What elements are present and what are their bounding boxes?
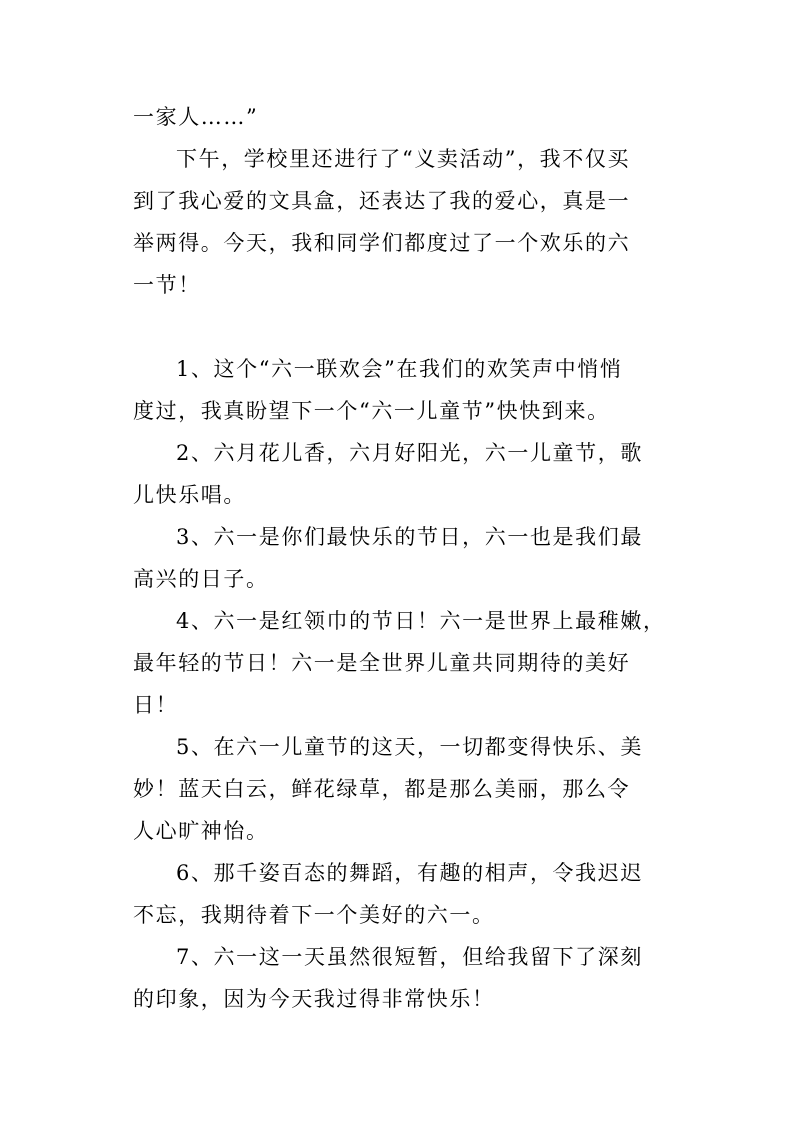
list-item-line: 度过，我真盼望下一个“六一儿童节”快快到来。: [133, 399, 610, 423]
list-item-line: 4、六一是红领巾的节日！六一是世界上最稚嫩，: [176, 609, 666, 633]
list-item-line: 妙！蓝天白云，鲜花绿草，都是那么美丽，那么令: [133, 777, 631, 801]
intro-line: 一家人……”: [133, 105, 259, 129]
list-item-line: 1、这个“六一联欢会”在我们的欢笑声中悄悄: [176, 357, 623, 381]
list-item-line: 的印象，因为今天我过得非常快乐！: [133, 987, 495, 1011]
list-item-line: 2、六月花儿香，六月好阳光，六一儿童节，歌: [176, 441, 643, 465]
list-item-line: 日！: [133, 693, 179, 717]
intro-line: 举两得。今天，我和同学们都度过了一个欢乐的六: [133, 231, 631, 255]
list-item-line: 不忘，我期待着下一个美好的六一。: [133, 903, 495, 927]
list-item-line: 儿快乐唱。: [133, 483, 246, 507]
intro-line: 一节！: [133, 273, 201, 297]
list-item-line: 高兴的日子。: [133, 567, 269, 591]
list-item-line: 最年轻的节日！六一是全世界儿童共同期待的美好: [133, 651, 631, 675]
list-item-line: 5、在六一儿童节的这天，一切都变得快乐、美: [176, 735, 643, 759]
list-item-line: 人心旷神怡。: [133, 819, 269, 843]
intro-line: 下午，学校里还进行了“义卖活动”，我不仅买: [176, 147, 631, 171]
intro-line: 到了我心爱的文具盒，还表达了我的爱心，真是一: [133, 189, 631, 213]
list-item-line: 7、六一这一天虽然很短暂，但给我留下了深刻: [176, 945, 643, 969]
list-item-line: 3、六一是你们最快乐的节日，六一也是我们最: [176, 525, 643, 549]
list-item-line: 6、那千姿百态的舞蹈，有趣的相声，令我迟迟: [176, 861, 643, 885]
